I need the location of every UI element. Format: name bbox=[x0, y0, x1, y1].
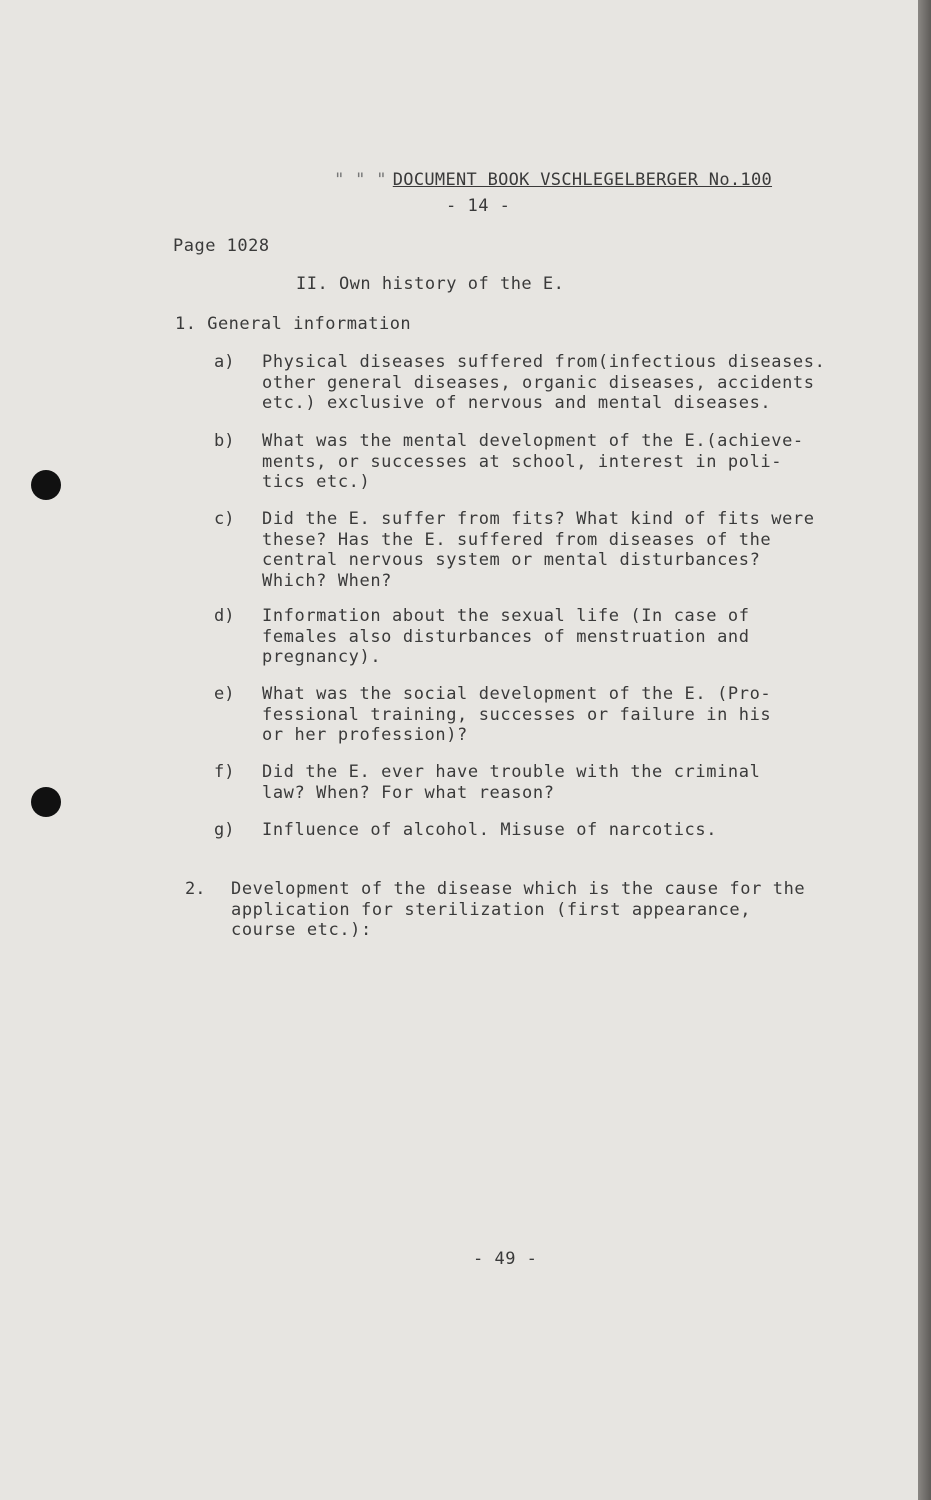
item-label: c) bbox=[214, 509, 235, 529]
document-header bbox=[313, 150, 772, 190]
page-edge bbox=[918, 0, 931, 1500]
top-page-marker: - 14 - bbox=[446, 196, 511, 216]
item-label: f) bbox=[214, 762, 235, 782]
item-label: d) bbox=[214, 606, 235, 626]
item-label: b) bbox=[214, 431, 235, 451]
item-label: g) bbox=[214, 820, 235, 840]
item-text: What was the mental development of the E.(achieve- ments, or successes at school, interest in poli- tics etc.) bbox=[262, 431, 804, 492]
item-text: Information about the sexual life (In case of females also disturbances of menstruation and pregnancy). bbox=[262, 606, 750, 667]
item-text: Did the E. ever have trouble with the criminal law? When? For what reason? bbox=[262, 762, 761, 803]
section-2-label: 2. bbox=[185, 879, 206, 899]
section-2-text: Development of the disease which is the cause for the application for sterilization (first appearance, course etc.): bbox=[231, 879, 806, 940]
document-book-reference: DOCUMENT BOOK VSCHLEGELBERGER No.100 bbox=[392, 170, 773, 190]
section-1-heading: 1. General information bbox=[175, 314, 412, 334]
punch-hole-bottom bbox=[31, 787, 61, 817]
page-reference: Page 1028 bbox=[173, 236, 270, 256]
item-text: What was the social development of the E. (Pro- fessional training, successes or failure in his or her profession)? bbox=[262, 684, 772, 745]
section-title: II. Own history of the E. bbox=[296, 274, 565, 294]
item-text: Influence of alcohol. Misuse of narcotics. bbox=[262, 820, 718, 840]
item-label: e) bbox=[214, 684, 235, 704]
item-text: Did the E. suffer from fits? What kind of fits were these? Has the E. suffered from diseases of the central nervous system or mental disturbances? Which? When? bbox=[262, 509, 815, 591]
footer-page-number: - 49 - bbox=[473, 1249, 538, 1269]
ditto-marks: " " " bbox=[334, 170, 387, 190]
punch-hole-top bbox=[31, 470, 61, 500]
item-text: Physical diseases suffered from(infectious diseases. other general diseases, organic diseases, accidents etc.) exclusive of nervous and mental diseases. bbox=[262, 352, 826, 413]
item-label: a) bbox=[214, 352, 235, 372]
